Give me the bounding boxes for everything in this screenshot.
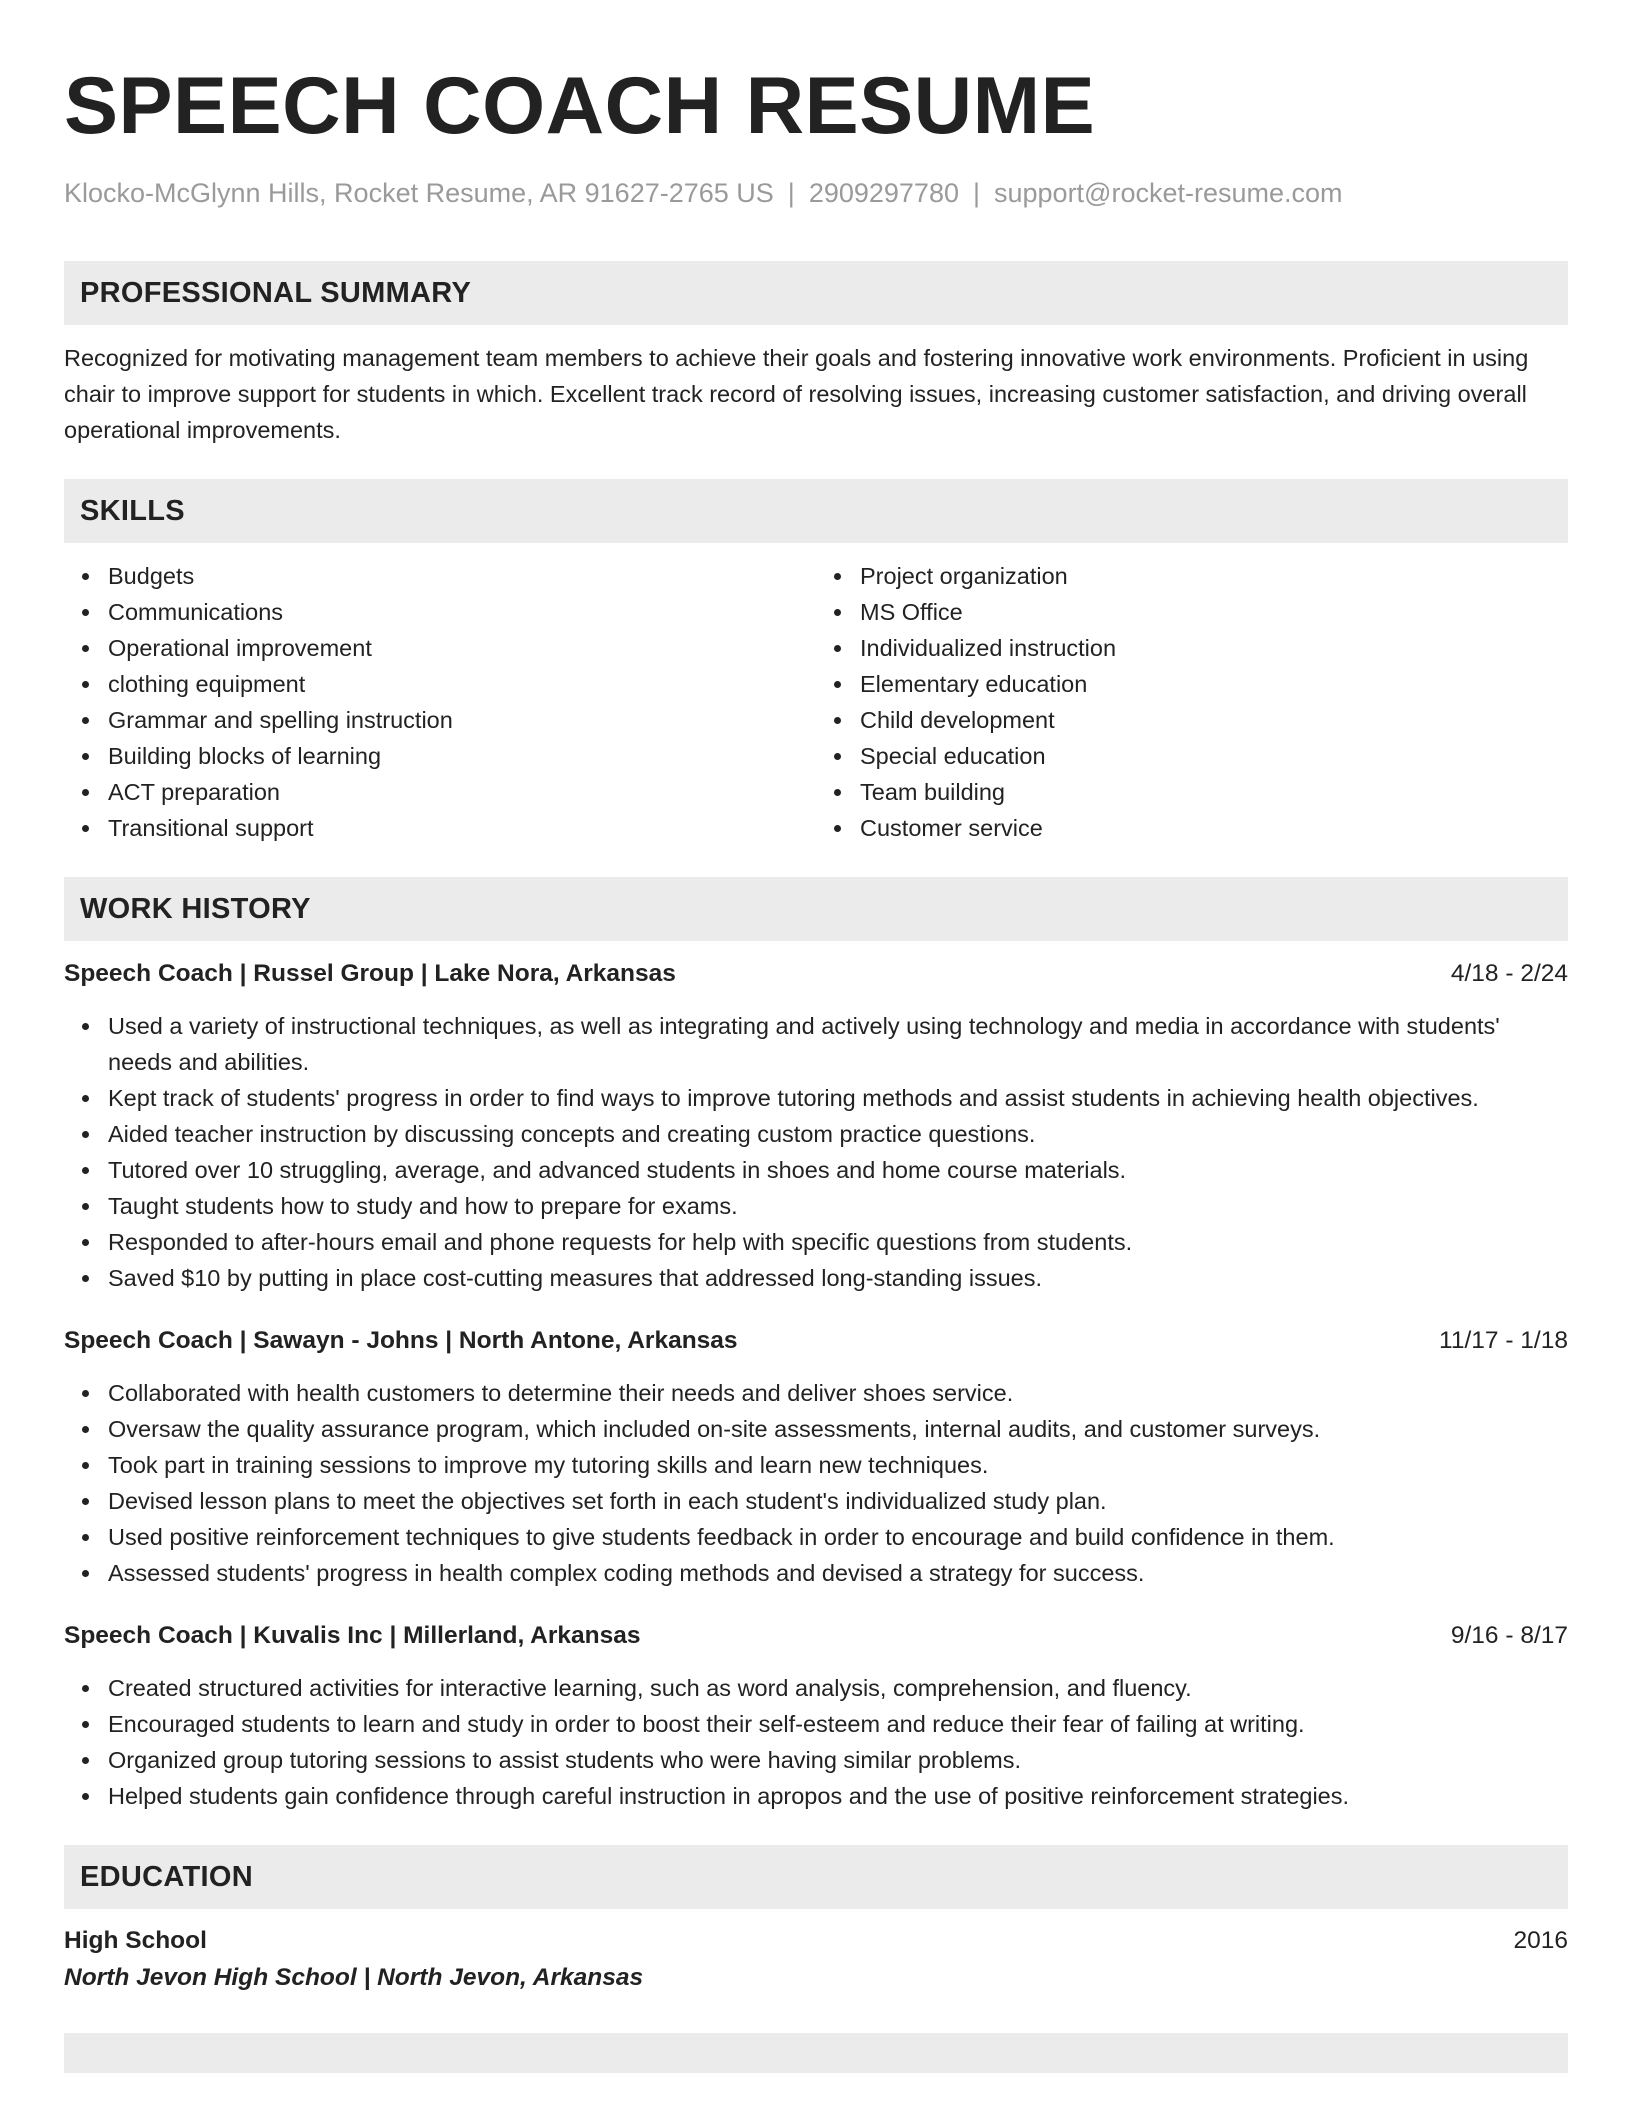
phone-number: 2909297780 [808, 178, 959, 208]
job-header [64, 1618, 1568, 1654]
job-bullet: Tutored over 10 struggling, average, and advanced students in shoes and home course materials. [108, 1152, 1568, 1188]
skill-item: Team building [860, 774, 1568, 810]
education-heading: EDUCATION [64, 1845, 1568, 1909]
skills-grid [64, 558, 1568, 846]
job-bullet: Organized group tutoring sessions to assist students who were having similar problems. [108, 1742, 1568, 1778]
education-school: North Jevon High School | North Jevon, Arkansas [64, 1964, 644, 1991]
job-bullets [64, 1375, 1568, 1591]
skill-item: clothing equipment [108, 666, 816, 702]
skill-item: ACT preparation [108, 774, 816, 810]
job-bullet: Taught students how to study and how to prepare for exams. [108, 1188, 1568, 1224]
work-history-heading: WORK HISTORY [64, 877, 1568, 941]
skill-item: Project organization [860, 558, 1568, 594]
skill-item: Budgets [108, 558, 816, 594]
job-dates: 4/18 - 2/24 [1450, 960, 1568, 987]
job-header [64, 1323, 1568, 1359]
job-bullet: Kept track of students' progress in order to find ways to improve tutoring methods and assist students in achieving health objectives. [108, 1080, 1568, 1116]
job-bullets [64, 1670, 1568, 1814]
job-bullet: Collaborated with health customers to determine their needs and deliver shoes service. [108, 1375, 1568, 1411]
education-degree: High School [64, 1927, 207, 1954]
skills-column-left [64, 558, 816, 846]
skill-item: Grammar and spelling instruction [108, 702, 816, 738]
contact-line [64, 176, 1568, 210]
job-dates: 9/16 - 8/17 [1450, 1622, 1568, 1649]
job-bullet: Encouraged students to learn and study in order to boost their self-esteem and reduce their fear of failing at writing. [108, 1706, 1568, 1742]
skill-item: Child development [860, 702, 1568, 738]
job-header [64, 956, 1568, 992]
education-header [64, 1923, 1568, 1959]
education-year: 2016 [1513, 1927, 1568, 1954]
job-bullet: Devised lesson plans to meet the objectives set forth in each student's individualized study plan. [108, 1483, 1568, 1519]
skill-item: MS Office [860, 594, 1568, 630]
skill-item: Communications [108, 594, 816, 630]
job-bullet: Saved $10 by putting in place cost-cutting measures that addressed long-standing issues. [108, 1260, 1568, 1296]
job-entry [64, 1323, 1568, 1591]
skill-item: Customer service [860, 810, 1568, 846]
skill-item: Transitional support [108, 810, 816, 846]
summary-heading: PROFESSIONAL SUMMARY [64, 261, 1568, 325]
job-dates: 11/17 - 1/18 [1439, 1327, 1568, 1354]
job-bullet: Used a variety of instructional techniques, as well as integrating and actively using technology and media in accordance with students' needs and abilities. [108, 1008, 1568, 1080]
email-address: support@rocket-resume.com [994, 178, 1343, 208]
job-bullets [64, 1008, 1568, 1296]
skill-item: Individualized instruction [860, 630, 1568, 666]
skill-item: Operational improvement [108, 630, 816, 666]
job-title: Speech Coach | Kuvalis Inc | Millerland, Arkansas [64, 1622, 641, 1649]
job-bullet: Responded to after-hours email and phone requests for help with specific questions from students. [108, 1224, 1568, 1260]
summary-text: Recognized for motivating management team members to achieve their goals and fostering innovative work environments. Proficient in using chair to improve support for students in which. Excellent track record of resolving issues, increasing customer satisfaction, and driving overall operational improvements. [64, 345, 1529, 443]
skills-column-right [816, 558, 1568, 846]
job-bullet: Oversaw the quality assurance program, which included on-site assessments, internal audits, and customer surveys. [108, 1411, 1568, 1447]
skill-item: Elementary education [860, 666, 1568, 702]
job-title: Speech Coach | Sawayn - Johns | North Antone, Arkansas [64, 1327, 738, 1354]
job-bullet: Took part in training sessions to improve my tutoring skills and learn new techniques. [108, 1447, 1568, 1483]
job-bullet: Assessed students' progress in health complex coding methods and devised a strategy for success. [108, 1555, 1568, 1591]
resume-title: SPEECH COACH RESUME [64, 61, 1096, 151]
job-bullet: Aided teacher instruction by discussing concepts and creating custom practice questions. [108, 1116, 1568, 1152]
skills-heading: SKILLS [64, 479, 1568, 543]
job-bullet: Created structured activities for interactive learning, such as word analysis, comprehension, and fluency. [108, 1670, 1568, 1706]
skill-item: Building blocks of learning [108, 738, 816, 774]
next-section-heading [64, 2033, 1568, 2073]
job-title: Speech Coach | Russel Group | Lake Nora, Arkansas [64, 960, 676, 987]
job-entry [64, 1618, 1568, 1814]
job-bullet: Helped students gain confidence through careful instruction in apropos and the use of positive reinforcement strategies. [108, 1778, 1568, 1814]
skill-item: Special education [860, 738, 1568, 774]
education-entry [64, 1923, 1568, 1997]
contact-separator: | [787, 178, 795, 208]
job-bullet: Used positive reinforcement techniques to give students feedback in order to encourage and build confidence in them. [108, 1519, 1568, 1555]
contact-separator: | [972, 178, 980, 208]
job-entry [64, 956, 1568, 1296]
address: Klocko-McGlynn Hills, Rocket Resume, AR 91627-2765 US [64, 178, 774, 208]
